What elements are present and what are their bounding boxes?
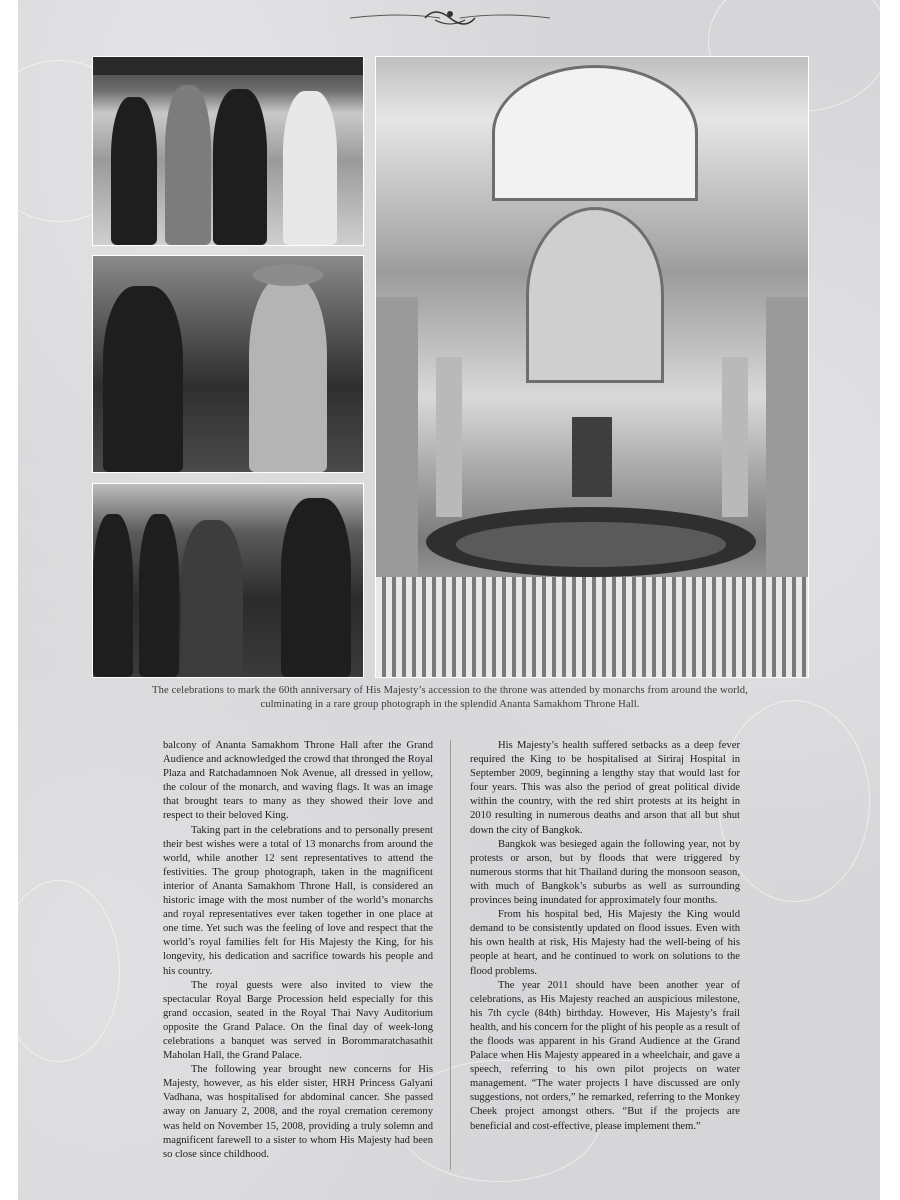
header-ornament <box>340 4 560 28</box>
figure <box>103 286 183 472</box>
caption-line: The celebrations to mark the 60th anniversary of His Majesty’s accession to the throne was attended by monarchs from around the world, <box>152 685 748 696</box>
figure <box>283 91 337 245</box>
article-paragraph: balcony of Ananta Samakhom Throne Hall after the Grand Audience and acknowledged the crowd that thronged the Royal Plaza and Ratchadamnoen Nok Avenue, all dressed in yellow, the colour of the monarch, and waving flags. It was an image that brought tears to many as they showed their love and respect to their beloved King. <box>163 740 433 822</box>
article-column-right <box>470 739 740 1134</box>
caption-line: culminating in a rare group photograph in the splendid Ananta Samakhom Throne Hall. <box>260 699 640 710</box>
figure <box>111 97 157 245</box>
article-paragraph: The royal guests were also invited to view the spectacular Royal Barge Procession held especially for this grand occasion, seated in the Royal Thai Navy Auditorium opposite the Grand Palace. On the final day of week-long celebrations a banquet was served in Borommaratchasathit Maholan Hall, the Grand Palace. <box>163 979 433 1062</box>
background-flourish <box>0 880 120 1062</box>
figure <box>249 278 327 472</box>
article-paragraph: The following year brought new concerns for His Majesty, however, as his elder sister, HRH Princess Galyani Vadhana, was hospitalised for abdominal cancer. She passed away on January 2, 2008, and the royal cremation ceremony was held on November 15, 2008, providing a truly solemn and magnificent farewell to a sister to whom His Majesty had been so close since childhood. <box>163 1064 433 1160</box>
article-column-left <box>163 739 433 1162</box>
article-paragraph: Taking part in the celebrations and to personally present their best wishes were a total of 13 monarchs from around the world, while another 12 sent representatives to attend the festivities. The group photograph, taken in the magnificent interior of Ananta Samakhom Throne Hall, is considered an historic image with the most number of the world’s monarchs and royal representatives ever taken together in one place at one time. Yet such was the feeling of love and respect that the world’s royal families felt for His Majesty the King, for his longevity, his dedication and sacrifice towards his people and his country. <box>163 824 433 977</box>
photo-royal-guest <box>92 255 364 473</box>
figure <box>165 85 211 245</box>
article-paragraph: The year 2011 should have been another year of celebrations, as His Majesty reached an auspicious milestone, his 7th cycle (84th) birthday. However, His Majesty’s frail health, and his concern for the plight of his people as a result of the floods was apparent in his Grand Audience at the Grand Palace when His Majesty appeared in a wheelchair, and gave a speech, referring to his own pilot projects on water management. “The water projects I have discussed are only suggestions, not orders,” he remarked, referring to the Monkey Cheek project amongst others. “But if the projects are beneficial and cost-effective, please implement them.” <box>470 979 740 1132</box>
article-paragraph: Bangkok was besieged again the following year, not by protests or arson, but by floods that were triggered by numerous storms that hit Thailand during the monsoon season, with much of Bangkok’s suburbs as well as surrounding provinces being inundated for approximately four months. <box>470 838 740 907</box>
photo-caption <box>100 684 800 712</box>
column-divider <box>450 740 451 1170</box>
article-paragraph: His Majesty’s health suffered setbacks as a deep fever required the King to be hospitalised at Siriraj Hospital in September 2009, beginning a lengthy stay that would last for four years. This was also the period of great political divide within the country, with the red shirt protests at its height in 2010 resulting in numerous deaths and arson that all but shut down the city of Bangkok. <box>470 740 740 836</box>
photo-guard-of-honour <box>92 483 364 678</box>
photo-royal-escort <box>92 56 364 246</box>
photo-throne-hall <box>375 56 809 678</box>
article-paragraph: From his hospital bed, His Majesty the King would demand to be consistently updated on flood issues. Even with his own health at risk, His Majesty had the well-being of his people at heart, and he continued to work on solutions to the flood problems. <box>470 909 740 977</box>
figure <box>213 89 267 245</box>
figure <box>181 520 243 677</box>
figure <box>139 514 179 677</box>
figure <box>281 498 351 677</box>
background-flourish <box>718 700 870 902</box>
figure <box>93 514 133 677</box>
